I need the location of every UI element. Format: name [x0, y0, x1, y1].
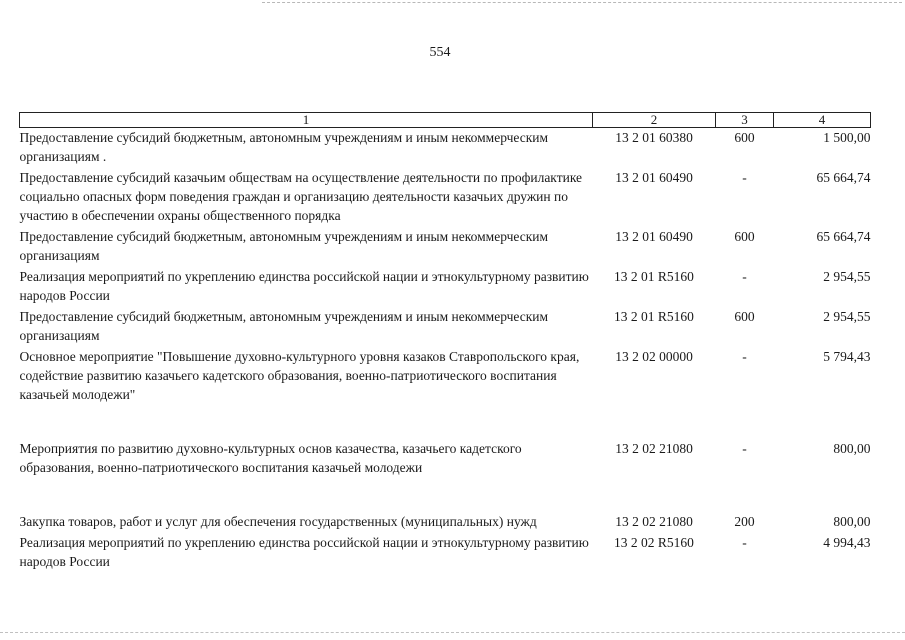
row-amount: 65 664,74 — [816, 229, 871, 244]
row-name: Реализация мероприятий по укреплению единства российской нации и этнокультурному развитию народов России — [19, 269, 589, 303]
row-type: 600 — [734, 229, 755, 244]
row-name: Предоставление субсидий бюджетным, автономным учреждениям и иным некоммерческим организациям — [19, 309, 549, 343]
column-header-name: 1 — [20, 113, 593, 128]
row-type: - — [742, 170, 747, 185]
row-code: 13 2 01 60380 — [615, 130, 693, 145]
row-amount: 65 664,74 — [816, 170, 871, 185]
column-header-amount: 4 — [774, 113, 871, 128]
row-code: 13 2 01 60490 — [615, 229, 693, 244]
row-name: Предоставление субсидий бюджетным, автономным учреждениям и иным некоммерческим организациям — [19, 229, 549, 263]
table-row — [20, 439, 871, 512]
table-row — [20, 307, 871, 347]
page-number: 554 — [429, 45, 451, 60]
table-row — [20, 267, 871, 307]
row-name: Основное мероприятие "Повышение духовно-культурного уровня казаков Ставропольского края, содействие развитию казачьего кадетского образования, военно-патриотического воспитания казачьей молодежи" — [19, 349, 580, 402]
row-code: 13 2 01 R5160 — [614, 309, 694, 324]
row-amount: 2 954,55 — [823, 309, 871, 324]
row-type: 600 — [734, 130, 755, 145]
budget-table — [19, 112, 871, 571]
table-row — [20, 533, 871, 571]
row-name: Закупка товаров, работ и услуг для обеспечения государственных (муниципальных) нужд — [19, 514, 537, 529]
row-code: 13 2 01 60490 — [615, 170, 693, 185]
row-name: Предоставление субсидий казачьим обществам на осуществление деятельности по профилактике социально опасных форм поведения граждан и организацию деятельности казачьих дружин по участию в обеспечении охраны общественного порядка — [19, 170, 583, 223]
row-type: - — [742, 441, 747, 456]
row-name: Мероприятия по развитию духовно-культурных основ казачества, казачьего кадетского образования, военно-патриотического воспитания казачьей молодежи — [19, 441, 522, 475]
table-row — [20, 227, 871, 267]
row-type: - — [742, 349, 747, 364]
row-code: 13 2 02 00000 — [615, 349, 693, 364]
table-row — [20, 347, 871, 439]
row-name: Предоставление субсидий бюджетным, автономным учреждениям и иным некоммерческим организациям . — [19, 130, 549, 164]
row-type: - — [742, 269, 747, 284]
row-name: Реализация мероприятий по укреплению единства российской нации и этнокультурному развитию народов России — [19, 535, 589, 569]
row-amount: 5 794,43 — [823, 349, 871, 364]
column-header-code: 2 — [593, 113, 716, 128]
row-amount: 800,00 — [833, 441, 871, 456]
table-row — [20, 128, 871, 169]
row-amount: 4 994,43 — [823, 535, 871, 550]
top-scan-rule — [262, 2, 902, 3]
header-row — [20, 113, 871, 128]
bottom-scan-rule — [0, 632, 905, 633]
row-type: - — [742, 535, 747, 550]
row-type: 600 — [734, 309, 755, 324]
column-header-type: 3 — [716, 113, 774, 128]
row-amount: 800,00 — [833, 514, 871, 529]
row-code: 13 2 02 21080 — [615, 514, 693, 529]
table-row — [20, 512, 871, 533]
row-code: 13 2 02 R5160 — [614, 535, 694, 550]
row-type: 200 — [734, 514, 755, 529]
table-row — [20, 168, 871, 227]
row-code: 13 2 01 R5160 — [614, 269, 694, 284]
row-amount: 1 500,00 — [823, 130, 871, 145]
row-amount: 2 954,55 — [823, 269, 871, 284]
row-code: 13 2 02 21080 — [615, 441, 693, 456]
